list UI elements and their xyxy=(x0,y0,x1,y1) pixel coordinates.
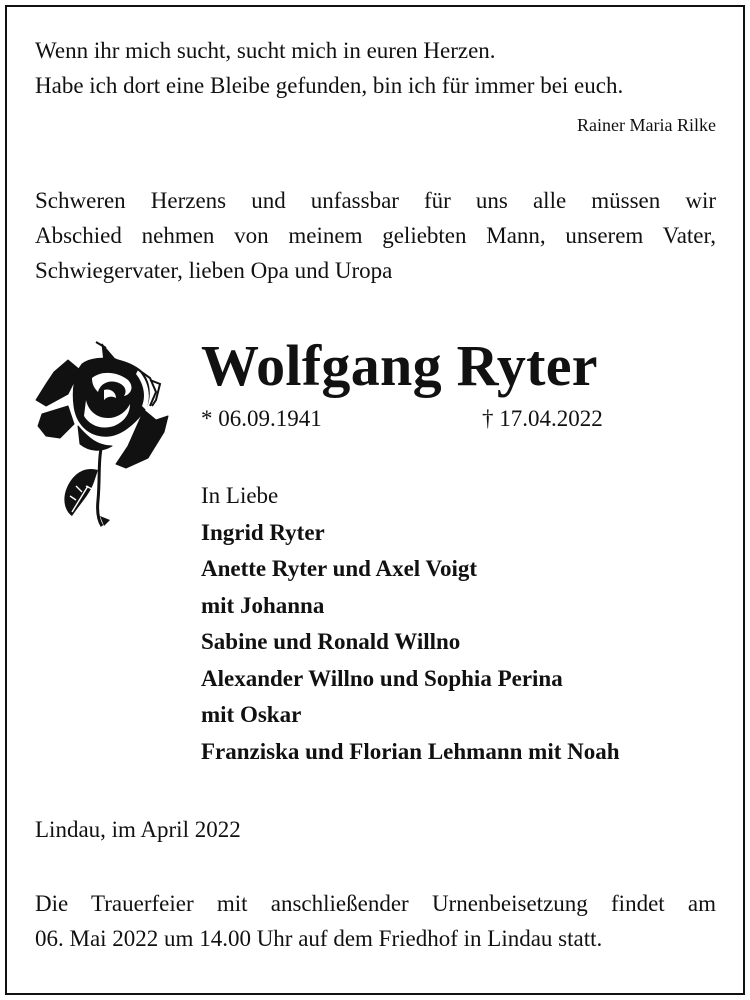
intro-line: Schweren Herzens und unfassbar für uns alle müssen wir xyxy=(35,188,716,213)
place-date: Lindau, im April 2022 xyxy=(35,817,241,842)
death-date: † 17.04.2022 xyxy=(482,406,603,431)
mourner-name: Alexander Willno und Sophia Perina xyxy=(201,665,563,691)
mourner-name: Franziska und Florian Lehmann mit Noah xyxy=(201,738,620,764)
mourner-name: mit Johanna xyxy=(201,592,325,618)
deceased-name: Wolfgang Ryter xyxy=(201,333,598,398)
mourner-name: Sabine und Ronald Willno xyxy=(201,629,461,654)
mourners-intro: In Liebe xyxy=(201,483,279,508)
mourner-name: Ingrid Ryter xyxy=(201,519,325,545)
mourner-name: mit Oskar xyxy=(201,702,302,727)
intro-text xyxy=(35,183,716,288)
intro-line: Schwiegervater, lieben Opa und Uropa xyxy=(35,258,393,283)
funeral-notice xyxy=(35,886,716,956)
quote-line: Habe ich dort eine Bleibe gefunden, bin ich für immer bei euch. xyxy=(35,73,624,98)
quote-line: Wenn ihr mich sucht, sucht mich in euren Herzen. xyxy=(35,38,496,63)
birth-date: * 06.09.1941 xyxy=(201,406,322,431)
notice-line: Die Trauerfeier mit anschließender Urnenbeisetzung findet am xyxy=(35,891,716,916)
mourners-list xyxy=(201,478,620,770)
rose-icon xyxy=(32,340,174,530)
quote-author: Rainer Maria Rilke xyxy=(577,115,716,135)
poem-quote xyxy=(35,33,716,103)
notice-line: 06. Mai 2022 um 14.00 Uhr auf dem Friedhof in Lindau statt. xyxy=(35,926,603,951)
intro-line: Abschied nehmen von meinem geliebten Mann, unserem Vater, xyxy=(35,223,716,248)
mourner-name: Anette Ryter und Axel Voigt xyxy=(201,556,478,581)
